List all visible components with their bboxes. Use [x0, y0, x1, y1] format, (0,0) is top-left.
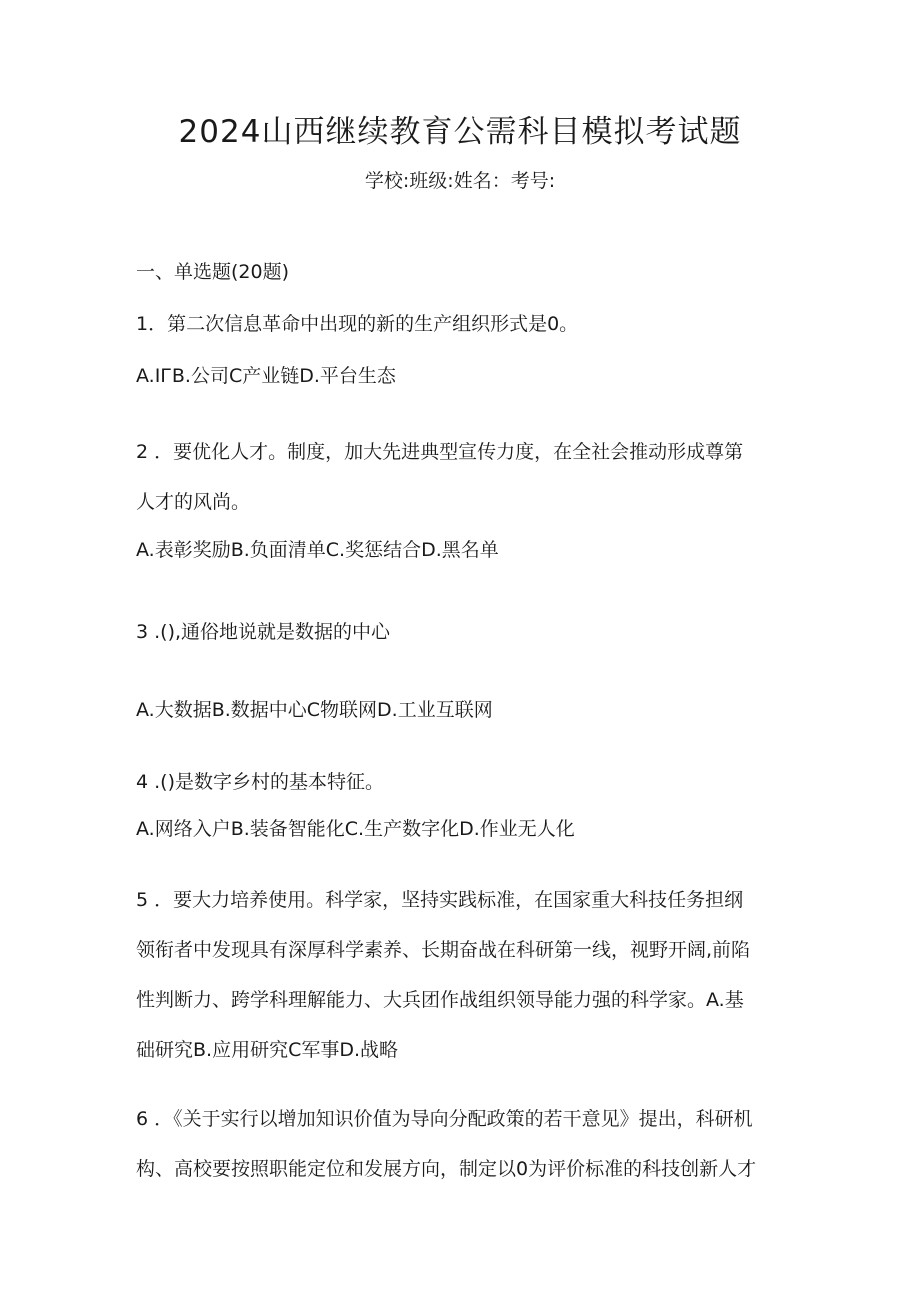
question-text-line: 2 ．要优化人才。制度，加大先进典型宣传力度，在全社会推动形成尊第: [136, 441, 744, 463]
section-heading: 一、单选题(20题): [136, 261, 290, 283]
question-1-options: A.IГB.公司C产业链D.平台生态: [136, 365, 396, 387]
student-info-line: 学校:班级:姓名：考号:: [364, 170, 556, 192]
question-text-line: 5 ．要大力培养使用。科学家，坚持实践标准，在国家重大科技任务担纲: [136, 889, 744, 911]
question-2: [136, 438, 786, 516]
question-4: [136, 768, 786, 796]
question-4-options: A.网络入户B.装备智能化C.生产数字化D.作业无人化: [136, 818, 575, 840]
question-5: [136, 886, 786, 1064]
question-text-line: 6 ．《关于实行以增加知识价值为导向分配政策的若干意见》提出，科研机: [136, 1108, 753, 1130]
question-text-line: 构、高校要按照职能定位和发展方向，制定以0为评价标准的科技创新人才: [136, 1158, 757, 1180]
question-text-line: 领衔者中发现具有深厚科学素养、长期奋战在科研第一线，视野开阔,前陷: [136, 939, 751, 961]
question-text-line: 础研究B.应用研究C军事D.战略: [136, 1039, 399, 1061]
question-3: [136, 618, 786, 646]
page-title: 2024山西继续教育公需科目模拟考试题: [178, 114, 742, 150]
question-text-line: 性判断力、跨学科理解能力、大兵团作战组织领导能力强的科学家。A.基: [136, 989, 744, 1011]
question-2-options: A.表彰奖励B.负面清单C.奖惩结合D.黑名单: [136, 539, 499, 561]
question-text-line: 4 .()是数字乡村的基本特征。: [136, 771, 384, 793]
question-3-options: A.大数据B.数据中心C物联网D.工业互联网: [136, 699, 493, 721]
question-6: [136, 1105, 786, 1183]
question-text-line: 1．第二次信息革命中出现的新的生产组织形式是0。: [136, 313, 579, 335]
question-text-line: 人才的风尚。: [136, 491, 251, 513]
question-1: [136, 310, 786, 338]
question-text-line: 3 .(),通俗地说就是数据的中心: [136, 621, 391, 643]
